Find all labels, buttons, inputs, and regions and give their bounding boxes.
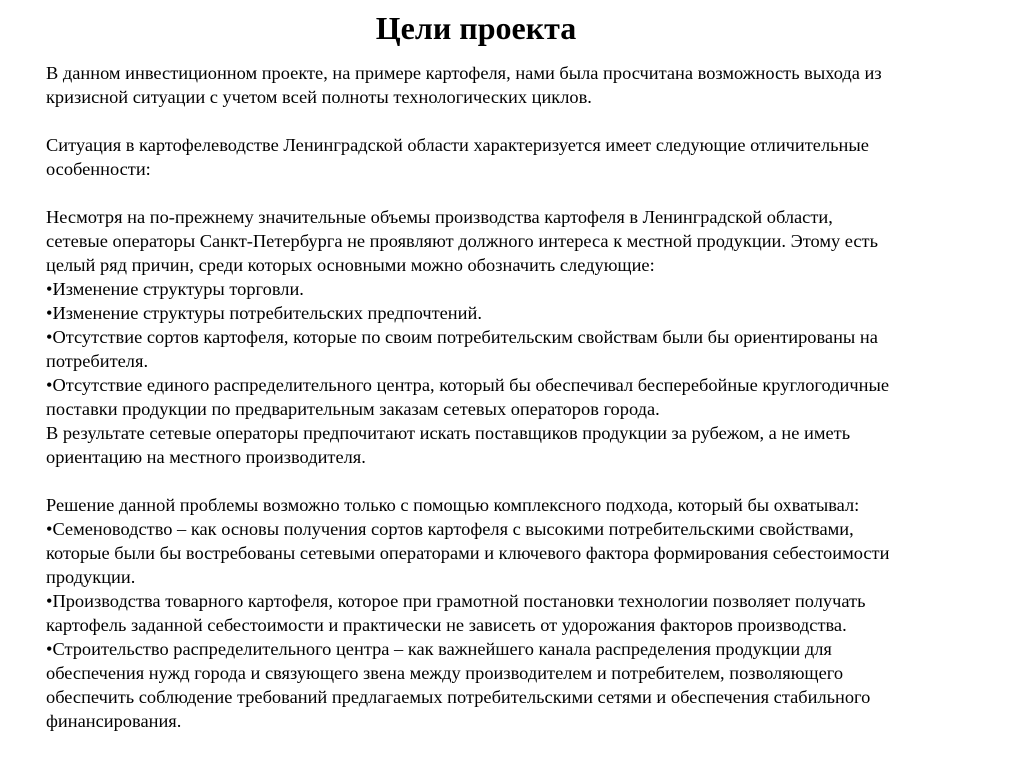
paragraph-gap [46, 181, 976, 205]
paragraph-intro [46, 61, 976, 109]
bullet-item: •Отсутствие сортов картофеля, которые по своим потребительским свойствам были бы ориентированы на [46, 327, 878, 347]
bullet-item: •Отсутствие единого распределительного центра, который бы обеспечивал бесперебойные круглогодичные [46, 375, 889, 395]
text-line: Несмотря на по-прежнему значительные объемы производства картофеля в Ленинградской области, [46, 207, 833, 227]
bullet-item: •Семеноводство – как основы получения сортов картофеля с высокими потребительскими свойствами, [46, 519, 854, 539]
text-line: которые были бы востребованы сетевыми операторами и ключевого фактора формирования себестоимости [46, 543, 890, 563]
text-line: обеспечения нужд города и связующего звена между производителем и потребителем, позволяющего [46, 663, 844, 683]
text-line: особенности: [46, 159, 151, 179]
paragraph-situation [46, 133, 976, 181]
text-line: потребителя. [46, 351, 149, 371]
text-line: кризисной ситуации с учетом всей полноты технологических циклов. [46, 87, 592, 107]
text-line: сетевые операторы Санкт-Петербурга не проявляют должного интереса к местной продукции. Этому есть [46, 231, 878, 251]
text-line: ориентацию на местного производителя. [46, 447, 366, 467]
text-line: продукции. [46, 567, 136, 587]
text-line: картофель заданной себестоимости и практически не зависеть от удорожания факторов производства. [46, 615, 847, 635]
page-title: Цели проекта [375, 10, 577, 46]
text-line: поставки продукции по предварительным заказам сетевых операторов города. [46, 399, 660, 419]
bullet-item: •Производства товарного картофеля, которое при грамотной постановки технологии позволяет получать [46, 591, 866, 611]
bullet-item: •Изменение структуры потребительских предпочтений. [46, 303, 482, 323]
text-line: Решение данной проблемы возможно только с помощью комплексного подхода, который бы охватывал: [46, 495, 860, 515]
bullet-item: •Изменение структуры торговли. [46, 279, 304, 299]
text-line: целый ряд причин, среди которых основными можно обозначить следующие: [46, 255, 655, 275]
text-line: В данном инвестиционном проекте, на примере картофеля, нами была просчитана возможность выхода из [46, 63, 882, 83]
text-line: В результате сетевые операторы предпочитают искать поставщиков продукции за рубежом, а не иметь [46, 423, 851, 443]
paragraph-solution [46, 493, 976, 733]
paragraph-gap [46, 109, 976, 133]
text-line: финансирования. [46, 711, 182, 731]
text-line: Ситуация в картофелеводстве Ленинградской области характеризуется имеет следующие отличительные [46, 135, 869, 155]
bullet-item: •Строительство распределительного центра – как важнейшего канала распределения продукции для [46, 639, 832, 659]
paragraph-reasons [46, 205, 976, 469]
slide-body [46, 61, 976, 733]
text-line: обеспечить соблюдение требований предлагаемых потребительскими сетями и обеспечения стабильного [46, 687, 871, 707]
paragraph-gap [46, 469, 976, 493]
